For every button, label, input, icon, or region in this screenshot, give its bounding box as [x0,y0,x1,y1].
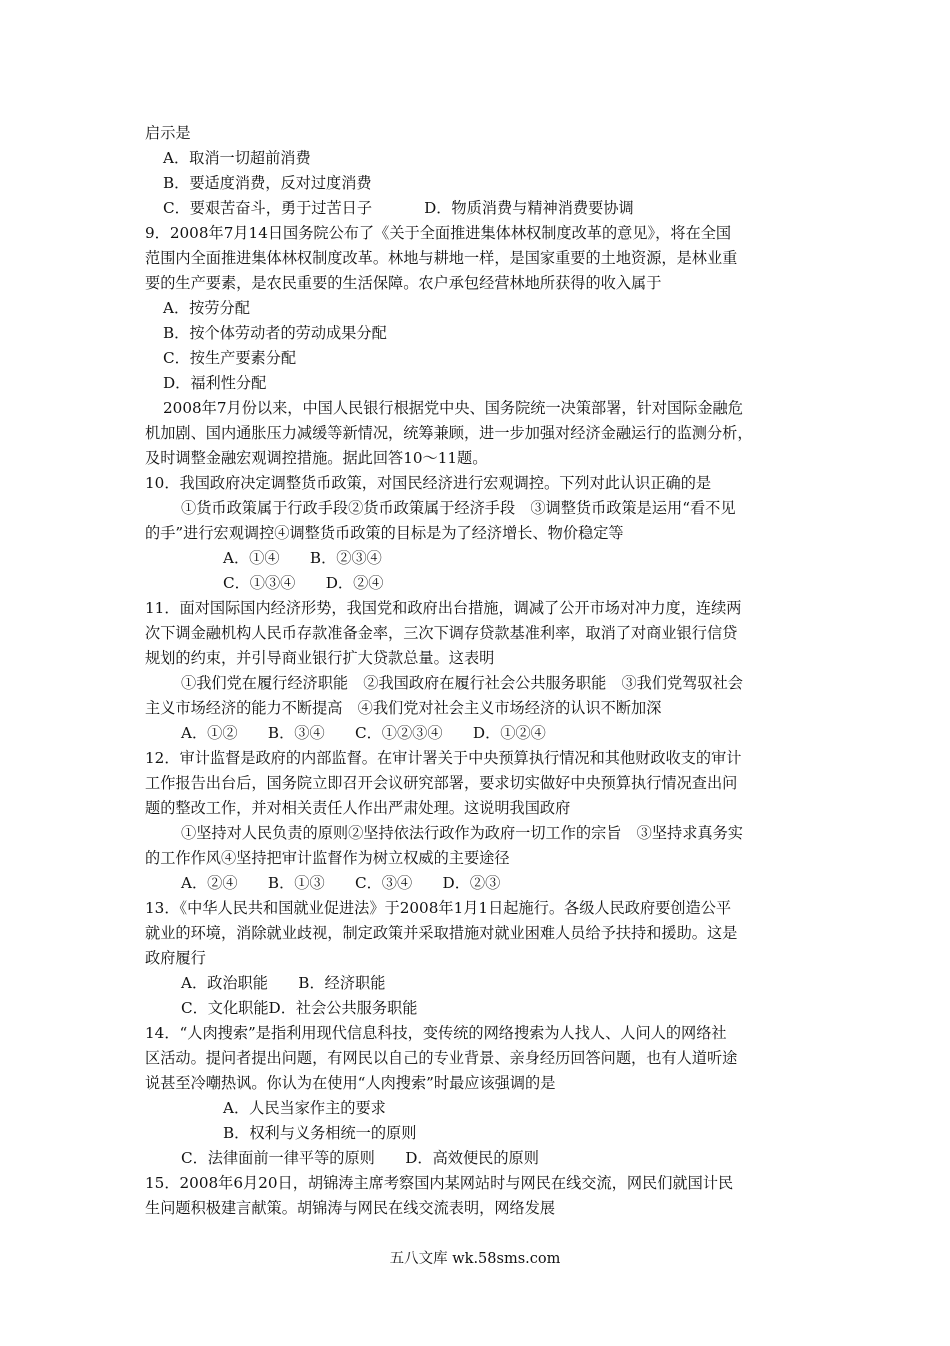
option-line: A．①④ B．②③④ [223,549,382,567]
option-line: D．福利性分配 [163,374,267,392]
text-line: 就业的环境，消除就业歧视，制定政策并采取措施对就业困难人员给予扶持和援助。这是 [145,924,738,942]
option-line: B．要适度消费，反对过度消费 [163,174,372,192]
option-c: C．要艰苦奋斗，勇于过苦日子 [163,199,373,217]
text-line: 范围内全面推进集体林权制度改革。林地与耕地一样，是国家重要的土地资源，是林业重 [145,249,738,267]
option-line: A．按劳分配 [163,299,250,317]
text-line: 及时调整金融宏观调控措施。据此回答10～11题。 [145,449,488,467]
page-footer: 五八文库 wk.58sms.com [389,1251,561,1267]
text-line: 生问题积极建言献策。胡锦涛与网民在线交流表明，网络发展 [145,1199,556,1217]
question-14: 14．“人肉搜索”是指利用现代信息科技，变传统的网络搜索为人找人、人问人的网络社 [145,1024,727,1042]
text-line: 题的整改工作，并对相关责任人作出严肃处理。这说明我国政府 [145,799,571,817]
option-line: B．按个体劳动者的劳动成果分配 [163,324,387,342]
text-line: 工作报告出台后，国务院立即召开会议研究部署，要求切实做好中央预算执行情况查出问 [145,774,738,792]
statement-line: ①我们党在履行经济职能 ②我国政府在履行社会公共服务职能 ③我们党驾驭社会 [181,674,743,692]
text-line: 的工作作风④坚持把审计监督作为树立权威的主要途径 [145,849,510,867]
option-line: A．取消一切超前消费 [163,149,311,167]
option-line: C．法律面前一律平等的原则 D．高效便民的原则 [181,1149,539,1167]
question-15: 15．2008年6月20日，胡锦涛主席考察国内某网站时与网民在线交流，网民们就国计民 [145,1174,734,1192]
statement-line: ①坚持对人民负责的原则②坚持依法行政作为政府一切工作的宗旨 ③坚持求真务实 [181,824,743,842]
option-line: B．权利与义务相统一的原则 [223,1124,417,1142]
option-line: A．人民当家作主的要求 [223,1099,386,1117]
question-10: 10．我国政府决定调整货币政策，对国民经济进行宏观调控。下列对此认识正确的是 [145,474,712,492]
option-line: A．政治职能 B．经济职能 [181,974,386,992]
option-line: C．文化职能D．社会公共服务职能 [181,999,418,1017]
option-d: D．物质消费与精神消费要协调 [424,199,634,217]
option-line: C．按生产要素分配 [163,349,297,367]
text-line: 次下调金融机构人民币存款准备金率，三次下调存贷款基准利率，取消了对商业银行信贷 [145,624,738,642]
page-content [145,121,817,1221]
question-12: 12．审计监督是政府的内部监督。在审计署关于中央预算执行情况和其他财政收支的审计 [145,749,742,767]
text-line: 机加剧、国内通胀压力减缓等新情况，统筹兼顾，进一步加强对经济金融运行的监测分析， [145,424,753,442]
material-paragraph: 2008年7月份以来，中国人民银行根据党中央、国务院统一决策部署，针对国际金融危 [163,399,743,417]
option-line: A．②④ B．①③ C．③④ D．②③ [181,874,501,892]
text-line: 区活动。提问者提出问题，有网民以自己的专业背景、亲身经历回答问题，也有人道听途 [145,1049,738,1067]
statement-line: ①货币政策属于行政手段②货币政策属于经济手段 ③调整货币政策是运用“看不见 [181,499,736,517]
question-13: 13．《中华人民共和国就业促进法》于2008年1月1日起施行。各级人民政府要创造公平 [145,899,732,917]
text-line: 要的生产要素，是农民重要的生活保障。农户承包经营林地所获得的收入属于 [145,274,662,292]
question-11: 11．面对国际国内经济形势，我国党和政府出台措施，调减了公开市场对冲力度，连续两 [145,599,742,617]
text-line: 说甚至冷嘲热讽。你认为在使用“人肉搜索”时最应该强调的是 [145,1074,556,1092]
option-line [145,196,817,221]
option-line: C．①③④ D．②④ [223,574,384,592]
text-line: 启示是 [145,124,191,142]
question-9: 9．2008年7月14日国务院公布了《关于全面推进集体林权制度改革的意见》，将在全国 [145,224,732,242]
text-line: 主义市场经济的能力不断提高 ④我们党对社会主义市场经济的认识不断加深 [145,699,662,717]
text-line: 的手”进行宏观调控④调整货币政策的目标是为了经济增长、物价稳定等 [145,524,624,542]
text-line: 规划的约束，并引导商业银行扩大贷款总量。这表明 [145,649,495,667]
option-line: A．①② B．③④ C．①②③④ D．①②④ [181,724,546,742]
text-line: 政府履行 [145,949,206,967]
